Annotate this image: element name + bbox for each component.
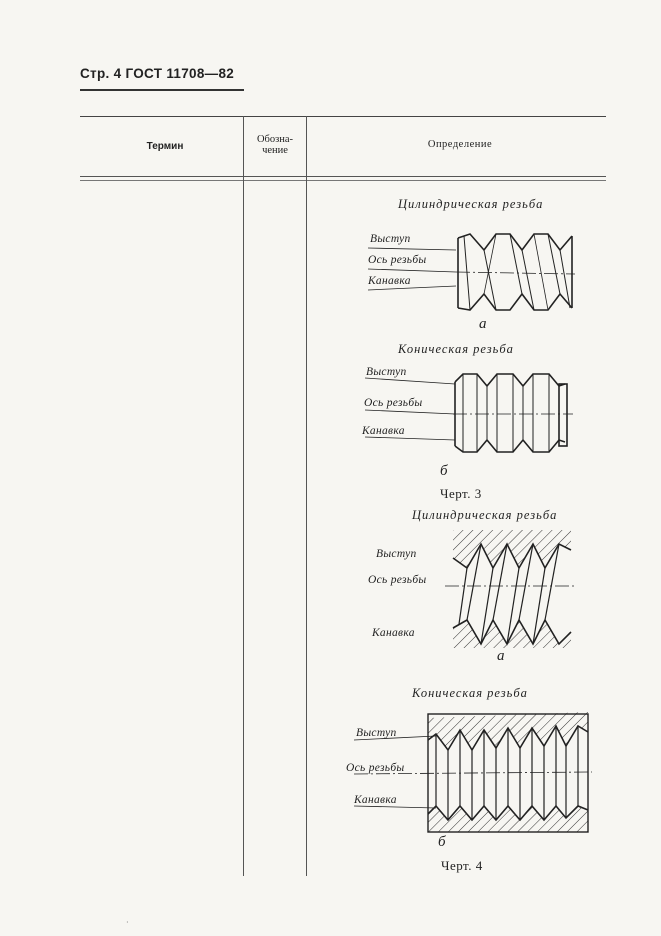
column-header-designation	[245, 134, 305, 156]
fig3b-sub-label: б	[440, 463, 448, 479]
figure-3-caption: Черт. 3	[440, 486, 482, 501]
fig3a-title: Цилиндрическая резьба	[398, 197, 544, 211]
page-header: Стр. 4 ГОСТ 11708—82	[80, 66, 235, 81]
fig3a-label-groove: Канавка	[368, 275, 411, 287]
column-header-terms: Термин	[146, 141, 184, 152]
fig3a-label-axis: Ось резьбы	[368, 254, 427, 266]
designation-line-1: Обозна-	[256, 134, 294, 145]
header-rule	[80, 89, 244, 91]
fig4b-title: Коническая резьба	[412, 686, 528, 700]
fig4a-sub-label: а	[497, 648, 505, 664]
fig4b-internal-conical-thread-drawing	[352, 710, 597, 836]
fig3a-label-crest: Выступ	[370, 233, 411, 245]
fig3b-title: Коническая резьба	[398, 342, 514, 356]
fig3a-sub-label: а	[479, 316, 487, 332]
fig4b-sub-label: б	[438, 834, 446, 850]
page-mark: ·	[126, 918, 129, 927]
fig4a-internal-cylindrical-thread-drawing	[445, 528, 580, 650]
fig4b-label-axis: Ось резьбы	[346, 762, 405, 774]
column-header-definition: Определение	[427, 139, 493, 150]
column-divider-2	[306, 116, 307, 876]
fig3b-conical-thread-drawing	[355, 362, 575, 462]
fig4a-label-axis: Ось резьбы	[368, 574, 427, 586]
figure-4-caption: Черт. 4	[441, 858, 483, 873]
fig4a-label-crest: Выступ	[376, 548, 417, 560]
fig3b-label-groove: Канавка	[362, 425, 405, 437]
fig3b-label-axis: Ось резьбы	[364, 397, 423, 409]
fig4b-label-groove: Канавка	[354, 794, 397, 806]
table-header-separator	[80, 176, 606, 181]
fig3a-cylindrical-thread-drawing	[360, 228, 575, 318]
fig4a-title: Цилиндрическая резьба	[412, 508, 558, 522]
designation-line-2: чение	[262, 145, 288, 156]
fig4b-label-crest: Выступ	[356, 727, 397, 739]
column-divider-1	[243, 116, 244, 876]
fig3b-label-crest: Выступ	[366, 366, 407, 378]
fig4a-label-groove: Канавка	[372, 627, 415, 639]
table-top-rule	[80, 116, 606, 117]
